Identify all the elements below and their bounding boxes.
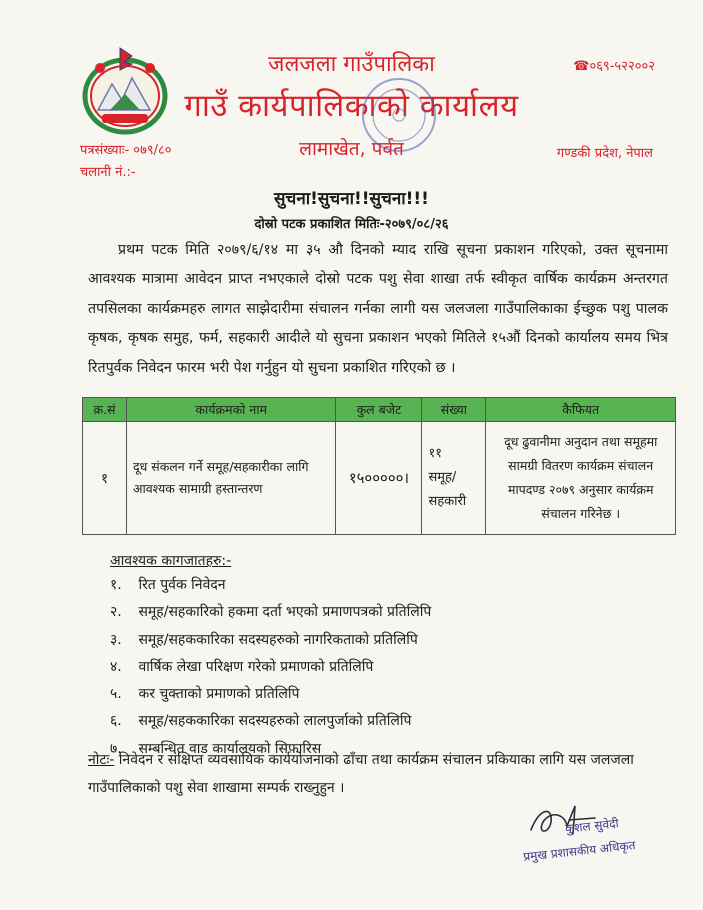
header-remarks: कैफियत [486, 398, 676, 422]
row-sn: १ [83, 422, 127, 535]
row-count [422, 422, 486, 535]
reference-number: पत्रसंख्याः- ०७९/८० [80, 143, 172, 158]
list-item: ६. समूह/सहककारिका सदस्यहरुको लालपुर्जाको प्रतिलिपि [110, 713, 412, 730]
notice-title: सुचना!सुचना!!सुचना!!! [274, 189, 429, 209]
dispatch-number: चलानी नं.:- [80, 165, 136, 180]
list-item: ७. सम्बन्धित वाड कार्यालयको सिफारिस [110, 740, 322, 757]
province-name: गण्डकी प्रदेश, नेपाल [556, 146, 653, 161]
row-count-unit: समूह/ सहकारी [428, 470, 467, 509]
row-program-name: दूध संकलन गर्ने समूह/सहकारीका लागि आवश्यक सामाग्री हस्तान्तरण [126, 422, 336, 535]
office-stamp-icon [360, 76, 438, 154]
list-item: १. रित पुर्वक निवेदन [110, 577, 226, 593]
note-section [88, 746, 668, 802]
table-row [83, 422, 676, 535]
header-budget: कुल बजेट [336, 398, 422, 422]
row-budget: १५०००००। [336, 422, 422, 535]
documents-list [110, 572, 431, 763]
office-name: गाउँ कार्यपालिकाको कार्यालय [184, 88, 519, 124]
signatory-name: कुशल सुवेदी [564, 816, 620, 836]
signatory-title: प्रमुख प्रशासकीय अधिकृत [522, 838, 637, 864]
note-text: निवेदन र संक्षिप्त व्यवसायिक कार्ययोजनाको ढाँचा तथा कार्यक्रम संचालन प्रकियाका लागि यस जलजला गाउँपालिकाको पशु सेवा शाखामा सम्पर्क राख्नुहुन । [88, 752, 634, 796]
list-item: २. समूह/सहकारिको हकमा दर्ता भएको प्रमाणपत्रको प्रतिलिपि [110, 604, 432, 621]
publish-date: दोस्रो पटक प्रकाशित मितिः-२०७९/०८/२६ [254, 217, 449, 232]
header-sn: क्र.सं [83, 398, 127, 422]
phone-number: ☎०६९-५२२००२ [573, 59, 655, 74]
row-count-number: ११ [428, 446, 442, 461]
office-location: लामाखेत, पर्वत [299, 138, 404, 160]
header-program-name: कार्यक्रमको नाम [126, 398, 336, 422]
notice-body-text: प्रथम पटक मिति २०७९/६/१४ मा ३५ औ दिनको म्याद राखि सूचना प्रकाशन गरिएको, उक्त सूचनामा आवश्यक मात्रामा आवेदन प्राप्त नभएकाले दोस्रो पटक पशु सेवा शाखा तर्फ स्वीकृत वार्षिक कार्यक्रम अन्तरगत तपसिलका कार्यक्रमहरु लागत साझेदारीमा संचालन गर्नका लागी यस जलजला गाउँपालिकाका ईच्छुक पशु पालक कृषक, कृषक समुह, फर्म, सहकारी आदीले यो सुचना प्रकाशन भएको मितिले १५औं दिनको कार्यालय समय भित्र रितपुर्वक निवेदन फारम भरी पेश गर्नुहुन यो सुचना प्रकाशित गरिएको छ । [88, 242, 668, 376]
documents-title: आवश्यक कागजातहरु:- [110, 553, 232, 569]
table-header-row [83, 398, 676, 422]
note-label: नोटः- [88, 752, 115, 768]
list-item: ५. कर चुक्ताको प्रमाणको प्रतिलिपि [110, 686, 300, 703]
notice-body [88, 236, 668, 383]
row-remarks: दूध ढुवानीमा अनुदान तथा समूहमा सामग्री वितरण कार्यक्रम संचालन मापदण्ड २०७९ अनुसार कार्यक्रम संचालन गरिनेछ । [486, 422, 676, 535]
list-item: ३. समूह/सहककारिका सदस्यहरुको नागरिकताको प्रतिलिपि [110, 631, 418, 648]
list-item: ४. वार्षिक लेखा परिक्षण गरेको प्रमाणको प्रतिलिपि [110, 658, 374, 675]
municipality-name: जलजला गाउँपालिका [268, 52, 435, 77]
program-table [82, 397, 676, 535]
header-count: संख्या [422, 398, 486, 422]
